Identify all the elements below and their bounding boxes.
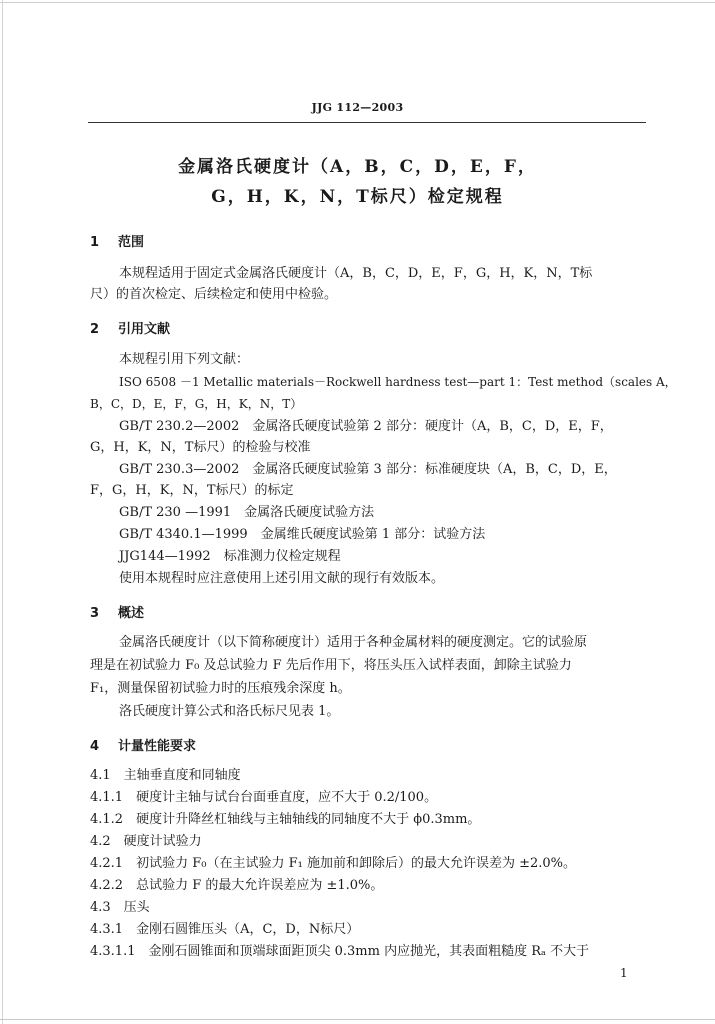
scope-paragraph-line: 本规程适用于固定式金属洛氏硬度计（A，B，C，D，E，F，G，H，K，N，T标 bbox=[119, 266, 593, 281]
clause-4-2: 4.2 硬度计试验力 bbox=[90, 834, 202, 849]
clause-4-1-1: 4.1.1 硬度计主轴与试台台面垂直度，应不大于 0.2/100。 bbox=[90, 790, 438, 805]
scan-edge-bottom bbox=[0, 1019, 715, 1020]
reference-gbt4340: GB/T 4340.1—1999 金属维氏硬度试验第 1 部分：试验方法 bbox=[119, 527, 486, 542]
section-number: 1 bbox=[90, 235, 100, 250]
reference-jjg144: JJG144—1992 标准测力仪检定规程 bbox=[119, 549, 341, 564]
title-line-2: G，H，K，N，T标尺）检定规程 bbox=[211, 187, 504, 207]
overview-paragraph-line: 金属洛氏硬度计（以下简称硬度计）适用于各种金属材料的硬度测定。它的试验原 bbox=[119, 635, 588, 650]
clause-4-2-1: 4.2.1 初试验力 F₀（在主试验力 F₁ 施加前和卸除后）的最大允许误差为 ±2.0%。 bbox=[90, 856, 576, 871]
reference-gbt230-2-line: G，H，K，N，T标尺）的检验与校准 bbox=[90, 440, 311, 455]
clause-4-3-1-1: 4.3.1.1 金刚石圆锥面和顶端球面距顶尖 0.3mm 内应抛光，其表面粗糙度 Rₐ 不大于 bbox=[90, 944, 590, 959]
scan-edge-top bbox=[0, 2, 715, 3]
scope-paragraph-line: 尺）的首次检定、后续检定和使用中检验。 bbox=[90, 287, 338, 302]
section-heading-4 bbox=[90, 735, 196, 754]
section-heading-1 bbox=[90, 231, 144, 250]
reference-gbt230-3-line: F，G，H，K，N，T标尺）的标定 bbox=[90, 483, 294, 498]
section-title: 范围 bbox=[118, 235, 145, 250]
section-number: 3 bbox=[90, 606, 100, 621]
clause-4-1-2: 4.1.2 硬度计升降丝杠轴线与主轴轴线的同轴度不大于 ϕ0.3mm。 bbox=[90, 812, 481, 827]
section-title: 计量性能要求 bbox=[118, 739, 197, 754]
overview-paragraph-line: 理是在初试验力 F₀ 及总试验力 F 先后作用下，将压头压入试样表面，卸除主试验力 bbox=[90, 658, 572, 673]
reference-iso6508-line: B，C，D，E，F，G，H，K，N，T） bbox=[90, 397, 303, 411]
section-heading-2 bbox=[90, 318, 170, 337]
reference-iso6508-line: ISO 6508 －1 Metallic materials－Rockwell hardness test—part 1：Test method（scales A， bbox=[119, 375, 677, 389]
overview-table-reference: 洛氏硬度计算公式和洛氏标尺见表 1。 bbox=[119, 704, 340, 719]
section-title: 概述 bbox=[118, 606, 145, 621]
section-number: 4 bbox=[90, 739, 100, 754]
clause-4-2-2: 4.2.2 总试验力 F 的最大允许误差应为 ±1.0%。 bbox=[90, 878, 384, 893]
page-number: 1 bbox=[620, 966, 628, 980]
title-line-1: 金属洛氏硬度计（A，B，C，D，E，F， bbox=[178, 157, 537, 177]
clause-4-1: 4.1 主轴垂直度和同轴度 bbox=[90, 768, 241, 783]
clause-4-3-1: 4.3.1 金刚石圆锥压头（A，C，D，N标尺） bbox=[90, 922, 360, 937]
references-intro: 本规程引用下列文献： bbox=[119, 352, 250, 367]
reference-gbt230-2-line: GB/T 230.2—2002 金属洛氏硬度试验第 2 部分：硬度计（A，B，C，D，E，F， bbox=[119, 419, 613, 434]
section-heading-3 bbox=[90, 602, 144, 621]
reference-gbt230-3-line: GB/T 230.3—2002 金属洛氏硬度试验第 3 部分：标准硬度块（A，B，C，D，E， bbox=[119, 462, 617, 477]
standard-code-header: JJG 112—2003 bbox=[311, 101, 404, 114]
header-rule bbox=[88, 122, 646, 123]
section-title: 引用文献 bbox=[118, 322, 171, 337]
clause-4-3: 4.3 压头 bbox=[90, 900, 150, 915]
reference-gbt230: GB/T 230 —1991 金属洛氏硬度试验方法 bbox=[119, 505, 375, 520]
section-number: 2 bbox=[90, 322, 100, 337]
references-note: 使用本规程时应注意使用上述引用文献的现行有效版本。 bbox=[119, 571, 445, 586]
overview-paragraph-line: F₁，测量保留初试验力时的压痕残余深度 h。 bbox=[90, 681, 351, 696]
